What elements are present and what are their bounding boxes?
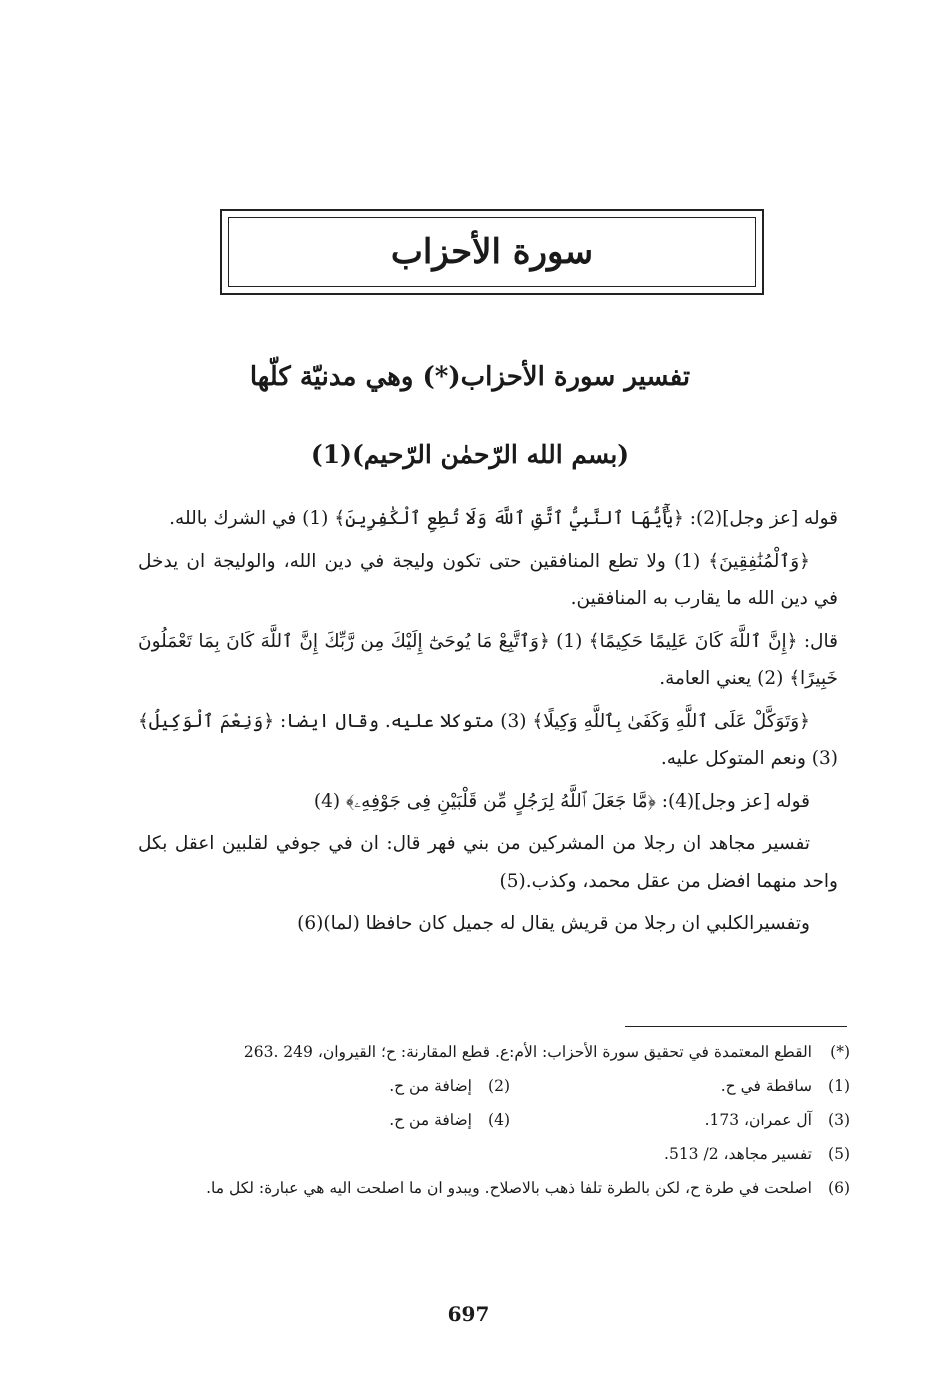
title-frame-inner [228,217,756,287]
footnote-text: آل عمران، 173. [704,1111,812,1129]
sura-title: سورة الأحزاب [390,232,594,272]
footnote-row [140,1074,850,1099]
footnote [510,1074,850,1099]
footnote [510,1108,850,1133]
footnote-number: (3) [828,1111,850,1129]
footnote [140,1176,850,1201]
footnote-text: تفسير مجاهد، 2/ 513. [664,1145,812,1163]
footnote-number: (6) [828,1179,850,1197]
footnote-text: القطع المعتمدة في تحقيق سورة الأحزاب: الأم:ع. قطع المقارنة: ح؛ القيروان، 249 .263 [243,1043,812,1061]
basmala: (بسم الله الرّحمٰن الرّحيم)(1) [310,440,630,469]
footnote [170,1108,510,1133]
footnote-number: (*) [830,1043,850,1061]
footnote-number: (2) [488,1077,510,1095]
footnote-number: (5) [828,1145,850,1163]
paragraph: ﴿وَٱلْمُنَٰفِقِينَ﴾ (1) ولا تطع المنافقين حتى تكون وليجة في دين الله، والوليجة ان يدخل في دين الله ما يقارب به المنافقين. [138,550,838,609]
footnote-separator [625,1026,847,1027]
footnote-text: ساقطة في ح. [720,1077,812,1095]
footnote-text: اصلحت في طرة ح، لكن بالطرة تلفا ذهب بالاصلاح. ويبدو ان ما اصلحت اليه هي عبارة: لكل ما. [206,1179,812,1197]
footnote-number: (1) [828,1077,850,1095]
paragraph: قوله [عز وجل](2): ﴿يَٰٓأَيُّهَا ٱلنَّبِيُّ ٱتَّقِ ٱللَّهَ وَلَا تُطِعِ ٱلْكَٰفِرِينَ﴾ (1) في الشرك بالله. [169,508,838,529]
paragraph: وتفسيرالكلبي ان رجلا من قريش يقال له جميل كان حافظا (لما)(6) [297,913,810,934]
footnotes [140,1040,850,1210]
paragraph: قوله [عز وجل](4): ﴿مَّا جَعَلَ ٱللَّهُ لِرَجُلٍ مِّن قَلْبَيْنِ فِى جَوْفِهِۦ﴾ (4) [313,790,810,812]
footnote-text: إضافة من ح. [389,1111,472,1129]
page-number: 697 [447,1302,490,1326]
footnote [140,1142,850,1167]
footnote-number: (4) [488,1111,510,1129]
footnote-row [140,1108,850,1133]
footnote [140,1040,850,1065]
footnote [170,1074,510,1099]
paragraph: ﴿وَتَوَكَّلْ عَلَى ٱللَّهِ وَكَفَىٰ بِٱللَّهِ وَكِيلًا﴾ (3) متوكلا عليه. وقال ايضا: ﴿وَنِعْمَ ٱلْوَكِيلُ﴾(3) ونعم المتوكل عليه. [138,710,838,769]
title-frame [220,209,764,295]
paragraph: قال: ﴿إِنَّ ٱللَّهَ كَانَ عَلِيمًا حَكِيمًا﴾ (1) ﴿وَٱتَّبِعْ مَا يُوحَىٰٓ إِلَيْكَ مِن رَّبِّكَ إِنَّ ٱللَّهَ كَانَ بِمَا تَعْمَلُونَ خَبِيرًا﴾ (2) يعني العامة. [138,630,838,689]
commentary-body [138,500,838,948]
footnote-text: إضافة من ح. [389,1077,472,1095]
tafsir-heading: تفسير سورة الأحزاب(*) وهي مدنيّة كلّها [249,362,691,392]
paragraph: تفسير مجاهد ان رجلا من المشركين من بني فهر قال: ان في جوفي لقلبين اعقل بكل واحد منهما افضل من عقل محمد، وكذب.(5) [138,833,838,892]
